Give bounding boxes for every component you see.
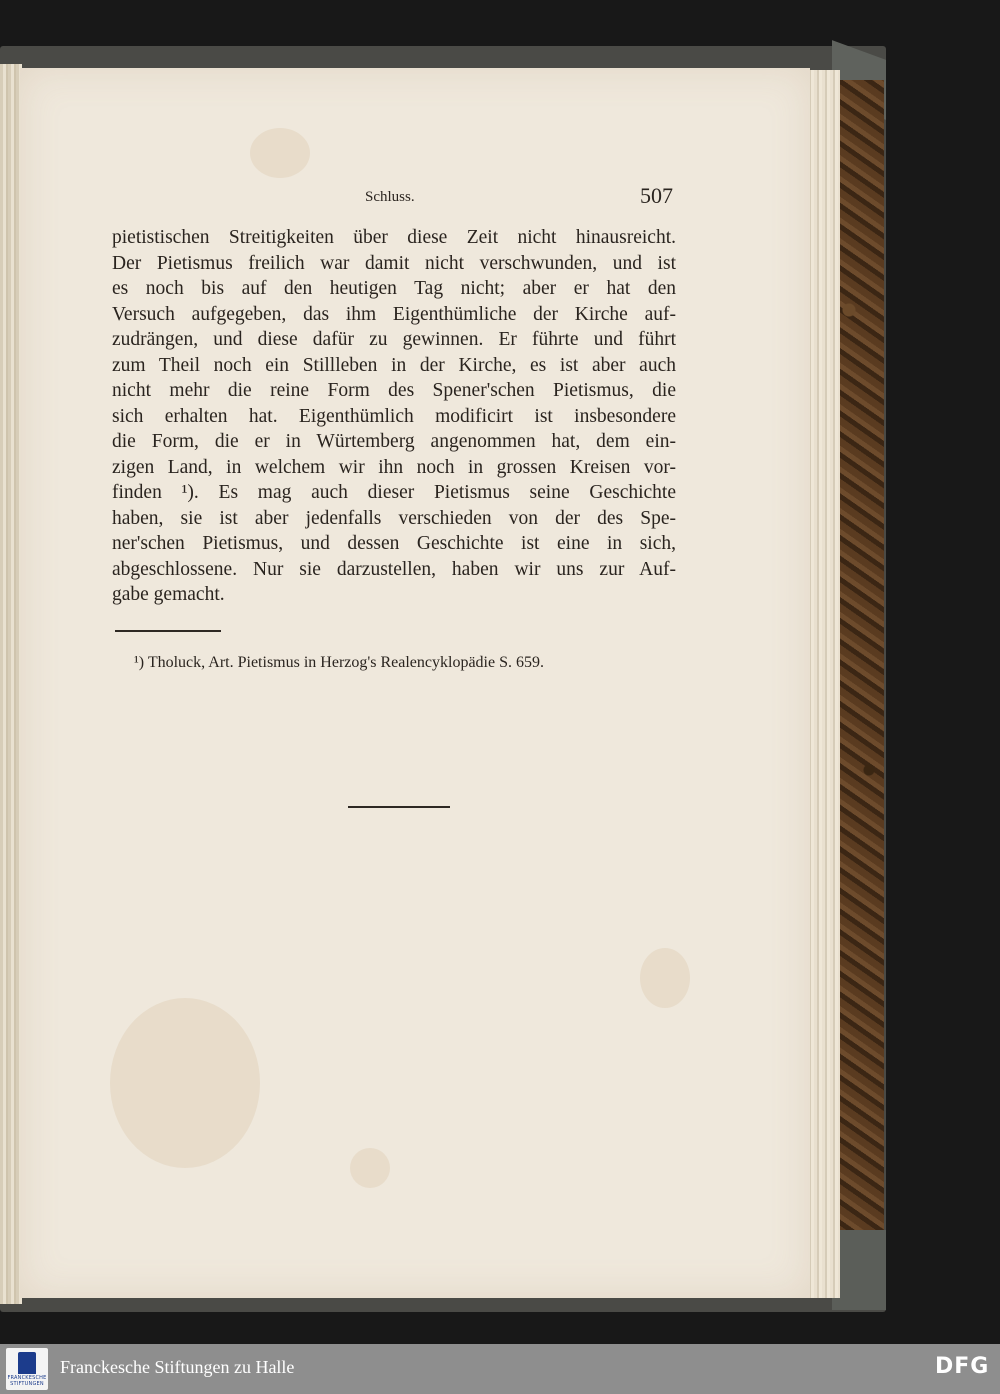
text-line: Versuch aufgegeben, das ihm Eigenthümliche der Kirche auf- [112, 303, 676, 325]
logo-caption: FRANCKESCHE STIFTUNGEN [7, 1375, 47, 1387]
paper-stain [640, 948, 690, 1008]
text-line: zum Theil noch ein Stillleben in der Kirche, es ist aber auch [112, 354, 676, 376]
viewer-footer [0, 1344, 1000, 1394]
text-line: pietistischen Streitigkeiten über diese Zeit nicht hinausreicht. [112, 227, 676, 248]
dfg-logo[interactable]: DFG [935, 1354, 990, 1379]
page-edge-left [0, 64, 22, 1304]
text-line: gabe gemacht. [112, 584, 225, 605]
running-head: Schluss. [365, 189, 415, 205]
text-line: abgeschlossene. Nur sie darzustellen, haben wir uns zur Auf- [112, 558, 676, 580]
text-line: zudrängen, und diese dafür zu gewinnen. Er führte und führt [112, 329, 676, 350]
text-line: sich erhalten hat. Eigenthümlich modificirt ist insbesondere [112, 405, 676, 427]
franckesche-stiftungen-logo[interactable] [6, 1348, 48, 1390]
page-number: 507 [640, 183, 673, 208]
text-line: ner'schen Pietismus, und dessen Geschichte ist eine in sich, [112, 533, 676, 554]
cover-corner-bottom [832, 1230, 886, 1310]
text-line: zigen Land, in welchem wir ihn noch in grossen Kreisen vor- [112, 456, 676, 478]
paper-stain [350, 1148, 390, 1188]
text-line: finden ¹). Es mag auch dieser Pietismus seine Geschichte [112, 482, 676, 503]
page-edge-right [806, 70, 840, 1298]
text-line: nicht mehr die reine Form des Spener'schen Pietismus, die [112, 380, 676, 401]
footnote: ¹) Tholuck, Art. Pietismus in Herzog's Realencyklopädie S. 659. [134, 654, 544, 671]
body-text [112, 225, 676, 608]
institution-name: Franckesche Stiftungen zu Halle [60, 1357, 295, 1377]
paper-stain [250, 128, 310, 178]
text-line: Der Pietismus freilich war damit nicht verschwunden, und ist [112, 252, 676, 274]
text-line: es noch bis auf den heutigen Tag nicht; aber er hat den [112, 278, 676, 299]
building-icon [18, 1352, 36, 1374]
text-line: die Form, die er in Würtemberg angenommen hat, dem ein- [112, 431, 676, 452]
footnote-rule [115, 630, 221, 632]
section-end-rule [348, 806, 450, 808]
text-line: haben, sie ist aber jedenfalls verschieden von der des Spe- [112, 507, 676, 529]
paper-stain [110, 998, 260, 1168]
